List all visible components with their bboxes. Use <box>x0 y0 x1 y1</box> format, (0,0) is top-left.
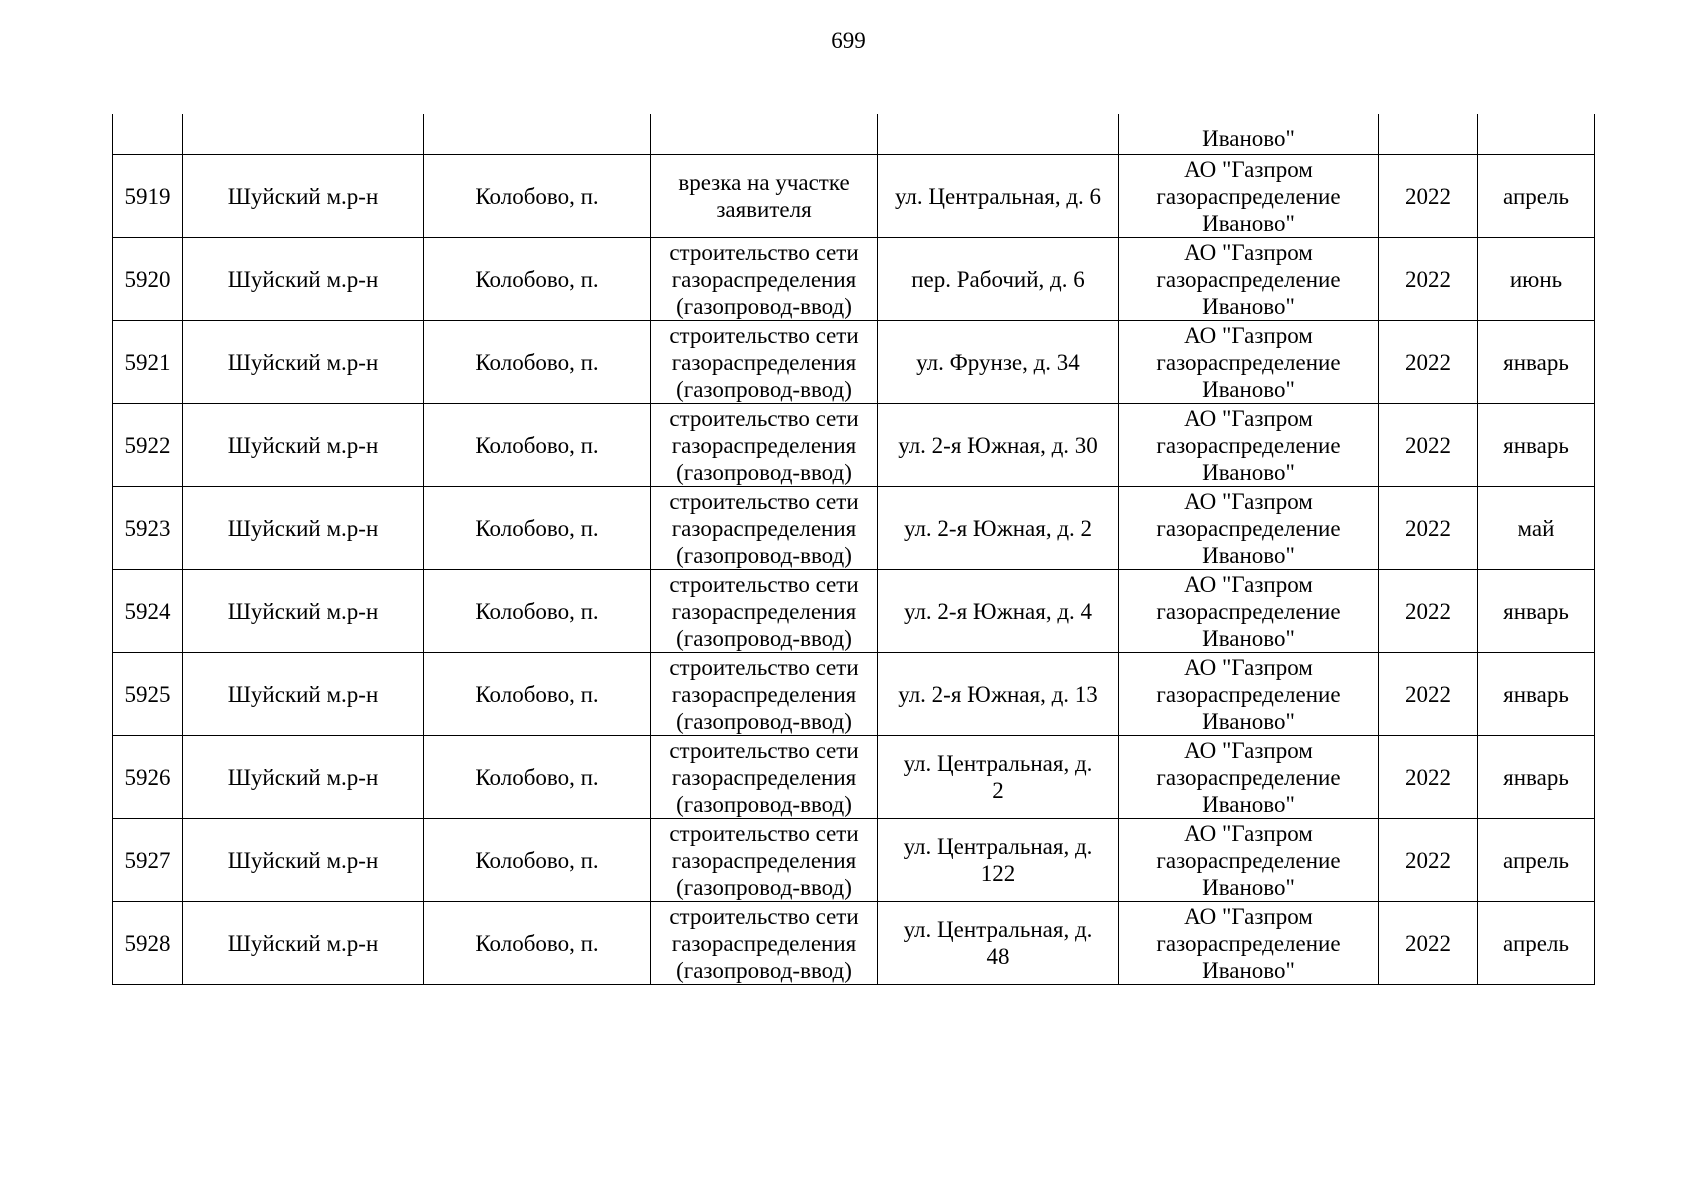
cell-work: строительство сети газораспределения (газопровод-ввод) <box>651 238 878 321</box>
cell-work: строительство сети газораспределения (газопровод-ввод) <box>651 487 878 570</box>
cell-num: 5928 <box>113 902 183 985</box>
cell-org: АО "Газпром газораспределение Иваново" <box>1119 902 1379 985</box>
cell-year: 2022 <box>1379 819 1478 902</box>
cell-month: май <box>1478 487 1595 570</box>
cell-settlement <box>424 114 651 155</box>
cell-district <box>183 114 424 155</box>
cell-org: Иваново" <box>1119 114 1379 155</box>
cell-year: 2022 <box>1379 404 1478 487</box>
cell-district: Шуйский м.р-н <box>183 321 424 404</box>
cell-year: 2022 <box>1379 736 1478 819</box>
cell-work <box>651 114 878 155</box>
cell-settlement: Колобово, п. <box>424 487 651 570</box>
cell-month: январь <box>1478 736 1595 819</box>
cell-address: ул. 2-я Южная, д. 30 <box>878 404 1119 487</box>
cell-year: 2022 <box>1379 321 1478 404</box>
cell-work: строительство сети газораспределения (газопровод-ввод) <box>651 736 878 819</box>
cell-settlement: Колобово, п. <box>424 238 651 321</box>
cell-address: пер. Рабочий, д. 6 <box>878 238 1119 321</box>
cell-settlement: Колобово, п. <box>424 404 651 487</box>
cell-num: 5921 <box>113 321 183 404</box>
cell-work: строительство сети газораспределения (газопровод-ввод) <box>651 570 878 653</box>
cell-num: 5924 <box>113 570 183 653</box>
gasification-table <box>112 114 1595 985</box>
cell-address: ул. Центральная, д. 122 <box>878 819 1119 902</box>
cell-work: строительство сети газораспределения (газопровод-ввод) <box>651 321 878 404</box>
table-row <box>113 819 1595 902</box>
table-row <box>113 902 1595 985</box>
table-row <box>113 238 1595 321</box>
cell-district: Шуйский м.р-н <box>183 487 424 570</box>
cell-year: 2022 <box>1379 487 1478 570</box>
cell-year: 2022 <box>1379 155 1478 238</box>
cell-address: ул. Центральная, д. 2 <box>878 736 1119 819</box>
cell-address: ул. Центральная, д. 6 <box>878 155 1119 238</box>
cell-org: АО "Газпром газораспределение Иваново" <box>1119 819 1379 902</box>
cell-work: строительство сети газораспределения (газопровод-ввод) <box>651 902 878 985</box>
cell-month: январь <box>1478 321 1595 404</box>
cell-address: ул. 2-я Южная, д. 13 <box>878 653 1119 736</box>
table-row <box>113 155 1595 238</box>
cell-org: АО "Газпром газораспределение Иваново" <box>1119 155 1379 238</box>
table-row <box>113 653 1595 736</box>
cell-num: 5922 <box>113 404 183 487</box>
cell-org: АО "Газпром газораспределение Иваново" <box>1119 653 1379 736</box>
cell-district: Шуйский м.р-н <box>183 819 424 902</box>
cell-num: 5919 <box>113 155 183 238</box>
cell-month: апрель <box>1478 155 1595 238</box>
cell-district: Шуйский м.р-н <box>183 902 424 985</box>
cell-work: строительство сети газораспределения (газопровод-ввод) <box>651 404 878 487</box>
cell-district: Шуйский м.р-н <box>183 570 424 653</box>
table-body <box>113 114 1595 985</box>
cell-work: строительство сети газораспределения (газопровод-ввод) <box>651 653 878 736</box>
table-row <box>113 404 1595 487</box>
cell-district: Шуйский м.р-н <box>183 736 424 819</box>
cell-settlement: Колобово, п. <box>424 653 651 736</box>
cell-district: Шуйский м.р-н <box>183 155 424 238</box>
cell-org: АО "Газпром газораспределение Иваново" <box>1119 570 1379 653</box>
cell-num: 5920 <box>113 238 183 321</box>
cell-settlement: Колобово, п. <box>424 321 651 404</box>
cell-settlement: Колобово, п. <box>424 736 651 819</box>
cell-year: 2022 <box>1379 653 1478 736</box>
cell-month: январь <box>1478 570 1595 653</box>
cell-num: 5927 <box>113 819 183 902</box>
cell-settlement: Колобово, п. <box>424 819 651 902</box>
table-row <box>113 736 1595 819</box>
cell-org: АО "Газпром газораспределение Иваново" <box>1119 736 1379 819</box>
cell-address: ул. Центральная, д. 48 <box>878 902 1119 985</box>
cell-settlement: Колобово, п. <box>424 570 651 653</box>
cell-settlement: Колобово, п. <box>424 155 651 238</box>
cell-address: ул. Фрунзе, д. 34 <box>878 321 1119 404</box>
cell-district: Шуйский м.р-н <box>183 653 424 736</box>
cell-month: апрель <box>1478 902 1595 985</box>
cell-month <box>1478 114 1595 155</box>
cell-num: 5926 <box>113 736 183 819</box>
cell-org: АО "Газпром газораспределение Иваново" <box>1119 238 1379 321</box>
cell-org: АО "Газпром газораспределение Иваново" <box>1119 321 1379 404</box>
cell-work: строительство сети газораспределения (газопровод-ввод) <box>651 819 878 902</box>
cell-month: апрель <box>1478 819 1595 902</box>
cell-year: 2022 <box>1379 238 1478 321</box>
cell-month: июнь <box>1478 238 1595 321</box>
cell-work: врезка на участке заявителя <box>651 155 878 238</box>
cell-month: январь <box>1478 653 1595 736</box>
page-number: 699 <box>831 28 866 53</box>
cell-address: ул. 2-я Южная, д. 2 <box>878 487 1119 570</box>
cell-num: 5925 <box>113 653 183 736</box>
table-row <box>113 570 1595 653</box>
cell-num: 5923 <box>113 487 183 570</box>
table-row <box>113 487 1595 570</box>
cell-year: 2022 <box>1379 902 1478 985</box>
cell-address: ул. 2-я Южная, д. 4 <box>878 570 1119 653</box>
cell-address <box>878 114 1119 155</box>
continuation-row <box>113 114 1595 155</box>
table-row <box>113 321 1595 404</box>
cell-district: Шуйский м.р-н <box>183 404 424 487</box>
cell-settlement: Колобово, п. <box>424 902 651 985</box>
cell-month: январь <box>1478 404 1595 487</box>
cell-year <box>1379 114 1478 155</box>
cell-district: Шуйский м.р-н <box>183 238 424 321</box>
cell-year: 2022 <box>1379 570 1478 653</box>
cell-org: АО "Газпром газораспределение Иваново" <box>1119 487 1379 570</box>
cell-num <box>113 114 183 155</box>
cell-org: АО "Газпром газораспределение Иваново" <box>1119 404 1379 487</box>
